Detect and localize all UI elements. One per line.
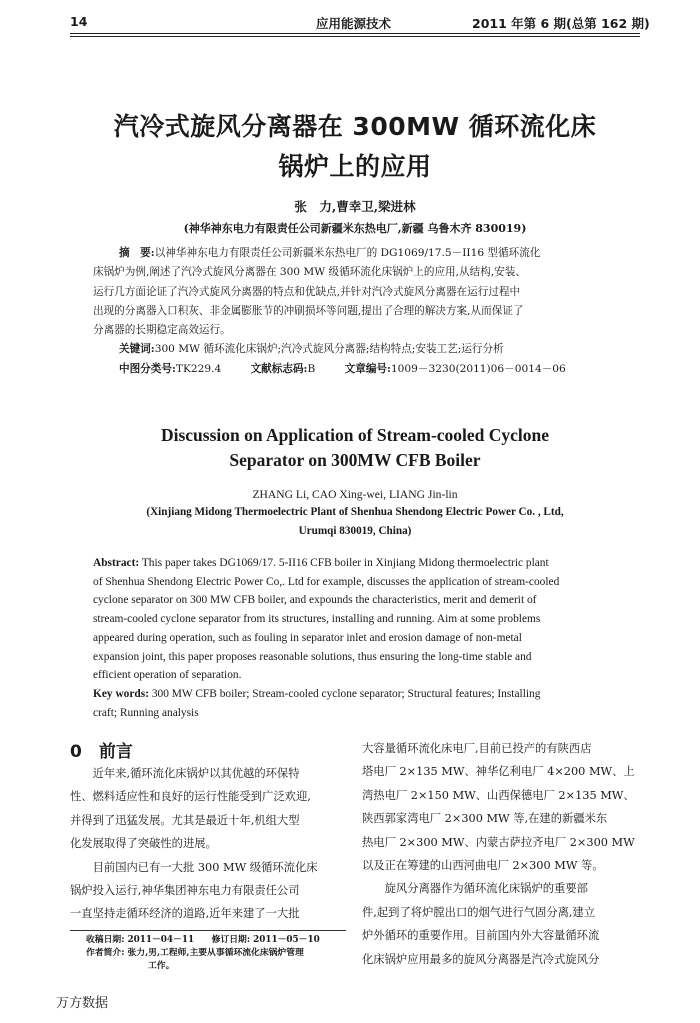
body-line: 热电厂 2×300 MW、内蒙古萨拉齐电厂 2×300 MW [362, 835, 635, 849]
abstract-en-line: appeared during operation, such as fouling in separator inlet and erosion damage of non-metal [93, 631, 522, 644]
title-zh-line2: 锅炉上的应用 [278, 152, 432, 181]
body-line: 锅炉投入运行,神华集团神东电力有限责任公司 [70, 884, 300, 898]
page-number: 14 [70, 14, 88, 29]
article-no-value: 1009－3230(2011)06－0014－06 [390, 362, 566, 375]
abstract-zh-line: 出现的分离器入口积灰、非金属膨胀节的冲刷损坏等问题,提出了合理的解决方案,从而保证了 [93, 304, 524, 317]
abstract-zh-line: 分离器的长期稳定高效运行。 [93, 324, 231, 337]
body-line: 化床锅炉应用最多的旋风分离器是汽冷式旋风分 [362, 952, 600, 966]
abstract-en [93, 554, 633, 722]
article-no-label: 文章编号: [344, 362, 391, 375]
abstract-zh-line: 运行几方面论证了汽冷式旋风分离器的特点和优缺点,并针对汽冷式旋风分离器在运行过程中 [93, 285, 521, 298]
body-line: 性、燃料适应性和良好的运行性能受到广泛欢迎, [70, 790, 311, 804]
keywords-en-label: Key words: [93, 687, 149, 700]
body-line: 塔电厂 2×135 MW、神华亿利电厂 4×200 MW、上 [362, 765, 635, 779]
keywords-en-line: 300 MW CFB boiler; Stream-cooled cyclone separator; Structural features; Installing [151, 687, 541, 700]
authors-zh: 张 力,曹幸卫,梁进林 [294, 199, 416, 214]
keywords-zh: 300 MW 循环流化床锅炉;汽冷式旋风分离器;结构特点;安装工艺;运行分析 [154, 343, 504, 356]
affiliation-zh: (神华神东电力有限责任公司新疆米东热电厂,新疆 乌鲁木齐 830019) [183, 222, 527, 235]
body-line: 炉外循环的重要作用。目前国内外大容量循环流 [362, 929, 600, 943]
journal-name: 应用能源技术 [316, 16, 392, 31]
body-left-column [70, 762, 346, 926]
body-line: 旋风分离器作为循环流化床锅炉的重要部 [362, 882, 588, 896]
abstract-zh-label: 摘 要: [119, 247, 155, 259]
keywords-en-line: craft; Running analysis [93, 706, 199, 719]
footnote-author: 作者简介: 张力,男,工程师,主要从事循环流化床锅炉管理 [86, 948, 304, 958]
body-line: 化发展取得了突破性的进展。 [70, 837, 217, 851]
body-line: 并得到了迅猛发展。尤其是最近十年,机组大型 [70, 813, 300, 827]
body-line: 件,起到了将炉膛出口的烟气进行气固分离,建立 [362, 905, 596, 919]
section-heading: 0 前言 [70, 742, 133, 762]
doc-code-value: B [307, 362, 316, 375]
footnote-author-cont: 工作。 [148, 961, 175, 971]
body-right-column [362, 737, 638, 971]
footnote-rule [70, 930, 346, 931]
abstract-en-line: cyclone separator on 300 MW CFB boiler, and expounds the characteristics, merit and demerit of [93, 594, 537, 607]
authors-en: ZHANG Li, CAO Xing-wei, LIANG Jin-lin [252, 488, 458, 501]
abstract-en-line: stream-cooled cyclone separator from its structures, installing and running. Aim at some problems [93, 613, 541, 626]
body-line: 以及正在筹建的山西河曲电厂 2×300 MW 等。 [362, 859, 604, 873]
clc-label: 中图分类号: [119, 362, 176, 375]
watermark: 万方数据 [56, 996, 109, 1011]
abstract-zh-line: 床锅炉为例,阐述了汽冷式旋风分离器在 300 MW 级循环流化床锅炉上的应用,从结构,安装、 [93, 266, 526, 279]
header-rule [70, 33, 640, 34]
doc-code-label: 文献标志码: [250, 362, 308, 375]
abstract-en-line: efficient operation of separation. [93, 669, 242, 682]
body-line: 大容量循环流化床电厂,目前已投产的有陕西店 [362, 742, 592, 755]
abstract-zh [93, 244, 623, 379]
header-rule-2 [70, 36, 640, 37]
keywords-zh-label: 关键词: [119, 343, 155, 356]
issue-info: 2011 年第 6 期(总第 162 期) [472, 16, 650, 31]
body-line: 湾热电厂 2×150 MW、山西保德电厂 2×135 MW、 [362, 788, 635, 802]
clc-value: TK229.4 [175, 362, 222, 375]
abstract-en-label: Abstract: [93, 557, 140, 569]
title-zh-line1: 汽冷式旋风分离器在 300MW 循环流化床 [113, 112, 597, 141]
title-en-line1: Discussion on Application of Stream-cooled Cyclone [160, 425, 550, 445]
abstract-zh-line: 以神华神东电力有限责任公司新疆米东热电厂的 DG1069/17.5－II16 型循环流化 [154, 247, 541, 259]
abstract-en-line: This paper takes DG1069/17. 5-II16 CFB boiler in Xinjiang Midong thermoelectric plant [141, 557, 549, 569]
title-en-line2: Separator on 300MW CFB Boiler [229, 450, 481, 470]
affiliation-en-line1: (Xinjiang Midong Thermoelectric Plant of Shenhua Shendong Electric Power Co. , Ltd, [146, 506, 564, 518]
body-line: 一直坚持走循环经济的道路,近年来建了一大批 [70, 907, 300, 921]
footnote-dates: 收稿日期: 2011－04－11 修订日期: 2011－05－10 [86, 935, 320, 945]
footnote [86, 934, 320, 973]
body-line: 陕西郭家湾电厂 2×300 MW 等,在建的新疆米东 [362, 812, 608, 826]
abstract-en-line: of Shenhua Shendong Electric Power Co,. Ltd for example, discusses the application of stream-cooled [93, 575, 560, 588]
abstract-en-line: expansion joint, this paper proposes reasonable solutions, thus ensuring the long-time stable and [93, 650, 532, 663]
body-line: 目前国内已有一大批 300 MW 级循环流化床 [70, 860, 318, 874]
affiliation-en-line2: Urumqi 830019, China) [298, 525, 412, 537]
body-line: 近年来,循环流化床锅炉以其优越的环保特 [70, 767, 300, 780]
